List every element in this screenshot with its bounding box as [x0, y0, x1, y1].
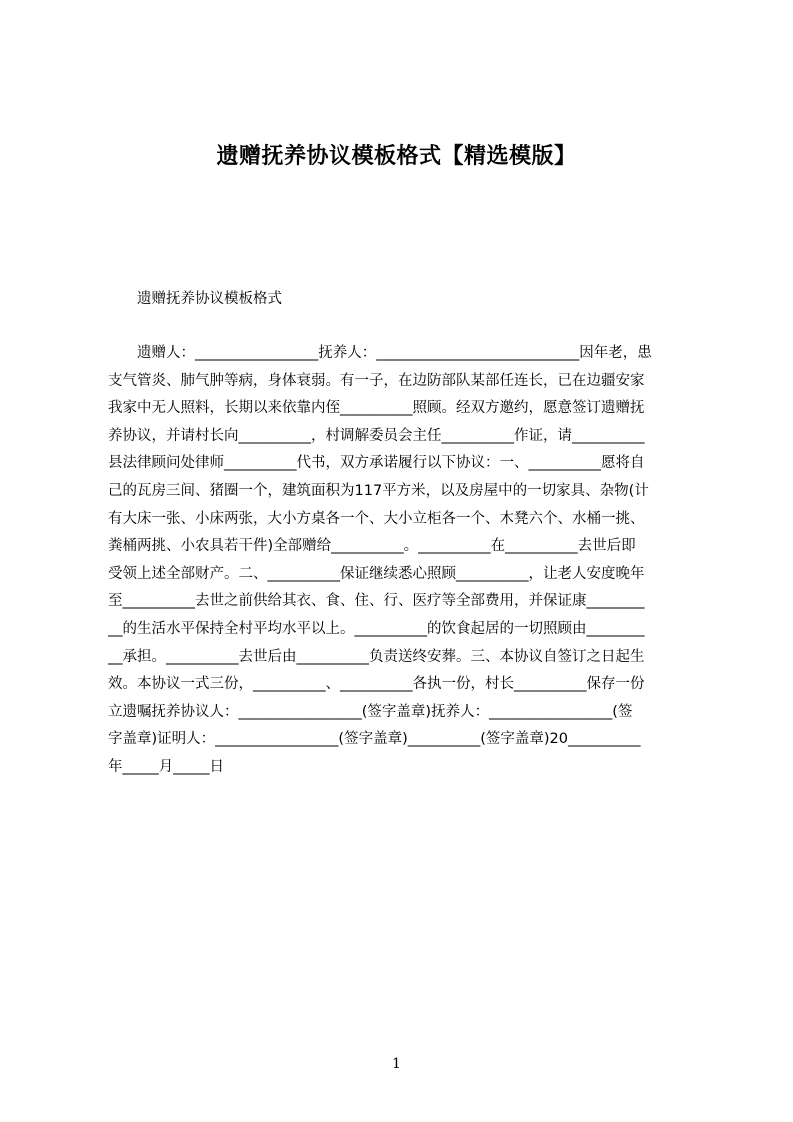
body-line: 受领上述全部财产。二、__________保证继续悉心照顾__________，让老人安度晚年: [108, 565, 645, 582]
body-line: 年_____月_____日: [108, 758, 224, 775]
page-number: 1: [392, 1056, 401, 1072]
body-line: __的生活水平保持全村平均水平以上。__________的饮食起居的一切照顾由________: [108, 620, 645, 637]
body-line: 己的瓦房三间、猪圈一个，建筑面积为117平方米，以及房屋中的一切家具、杂物(计: [108, 482, 649, 499]
agreement-body: [108, 340, 698, 780]
body-line: 立遗嘱抚养协议人：_________________(签字盖章)抚养人：_________________(签: [108, 703, 633, 720]
body-line: 养协议，并请村长向__________，村调解委员会主任__________作证，请__________: [108, 427, 645, 444]
document-title: 遗赠抚养协议模板格式【精选模版】: [216, 144, 577, 169]
body-line: 至__________去世之前供给其衣、食、住、行、医疗等全部费用，并保证康________: [108, 593, 645, 610]
body-line: 支气管炎、肺气肿等病，身体衰弱。有一子，在边防部队某部任连长，已在边疆安家: [108, 372, 645, 389]
document-subtitle: 遗赠抚养协议模板格式: [137, 291, 282, 307]
body-line: 遗赠人：_________________抚养人：____________________________因年老，患: [137, 345, 652, 361]
body-line: 有大床一张、小床两张，大小方桌各一个、大小立柜各一个、木凳六个、水桶一挑、: [108, 510, 645, 527]
body-line: 粪桶两挑、小农具若干件)全部赠给__________。__________在__________去世后即: [108, 538, 636, 555]
body-line: 字盖章)证明人：_________________(签字盖章)__________(签字盖章)20__________: [108, 731, 641, 748]
body-line: __承担。__________去世后由__________负责送终安葬。三、本协议自签订之日起生: [108, 648, 645, 665]
body-line: 我家中无人照料，长期以来依靠内侄__________照顾。经双方邀约，愿意签订遗赠抚: [108, 400, 645, 417]
body-line: 效。本协议一式三份，__________、__________各执一份，村长__________保存一份: [108, 676, 645, 693]
body-line: 县法律顾问处律师__________代书，双方承诺履行以下协议：一、__________愿将自: [108, 455, 645, 472]
